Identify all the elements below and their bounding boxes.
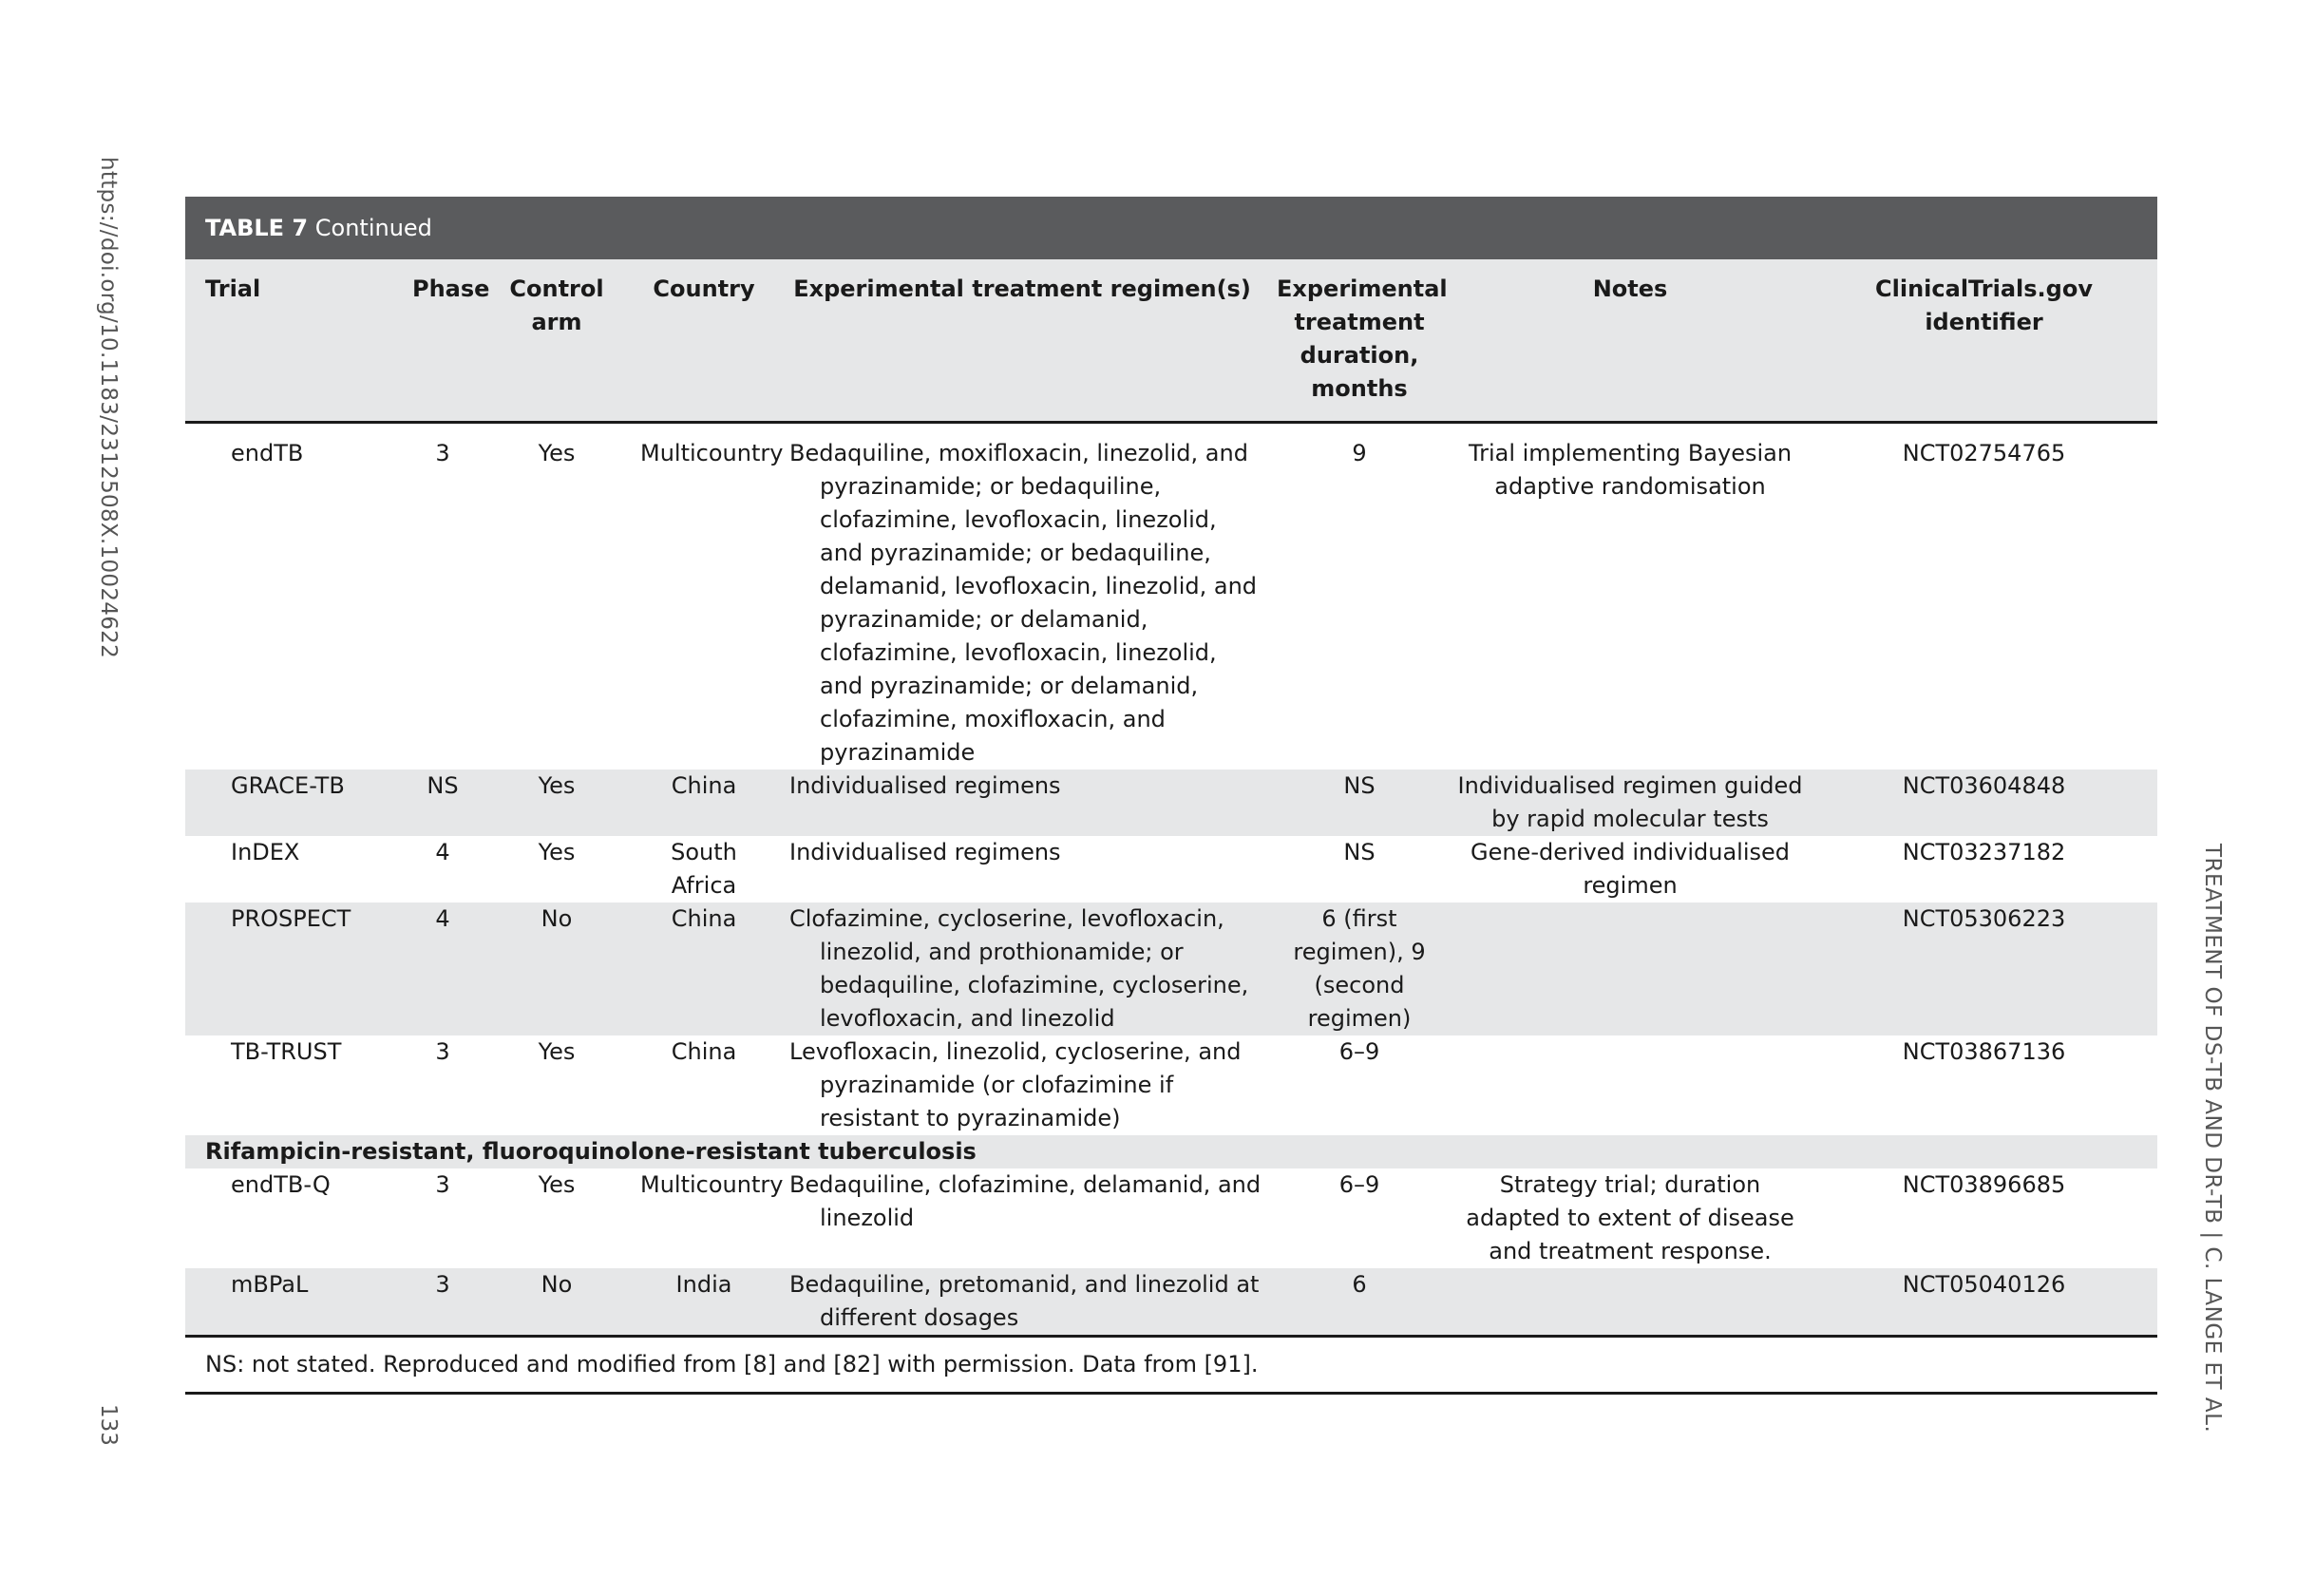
cell-duration: 6–9 (1338, 1038, 1380, 1065)
regimen-text: Individualised regimens (789, 772, 1061, 799)
cell-duration: NS (1269, 770, 1450, 836)
table-7 (185, 197, 2157, 1395)
cell-identifier: NCT05040126 (1811, 1268, 2157, 1335)
table-footnote: NS: not stated. Reproduced and modified from [8] and [82] with permission. Data from [91]. (185, 1335, 2157, 1395)
cell-trial: endTB (231, 440, 304, 466)
header-regimen: Experimental treatment regimen(s) (775, 259, 1269, 423)
cell-country: South Africa (671, 839, 737, 899)
cell-notes: Individualised regimen guided by rapid molecular tests (1450, 770, 1811, 836)
cell-country: Multicountry (640, 1171, 784, 1198)
cell-regimen (775, 1036, 1269, 1135)
cell-notes: Trial implementing Bayesian adaptive randomisation (1468, 440, 1793, 500)
doi-link[interactable]: https://doi.org/10.1183/2312508X.10024622 (96, 157, 121, 659)
table-caption (185, 197, 2157, 259)
cell-control: No (481, 1268, 633, 1335)
cell-control: Yes (538, 839, 576, 865)
cell-control: Yes (538, 1038, 576, 1065)
cell-notes: Gene-derived individualised regimen (1470, 839, 1790, 899)
page-number: 133 (96, 1404, 121, 1446)
cell-phase: NS (405, 770, 481, 836)
cell-phase: 4 (405, 902, 481, 1036)
cell-trial: PROSPECT (185, 902, 405, 1036)
cell-identifier: NCT05306223 (1811, 902, 2157, 1036)
cell-country: Multicountry (640, 440, 784, 466)
cell-phase: 4 (435, 839, 450, 865)
cell-trial: TB-TRUST (231, 1038, 342, 1065)
table-row (185, 1036, 2157, 1135)
table-row (185, 836, 2157, 902)
cell-country: China (633, 902, 775, 1036)
header-duration: Experimental treatment duration, months (1269, 259, 1450, 423)
cell-notes (1450, 902, 1811, 1036)
cell-duration: 6 (first regimen), 9 (second regimen) (1269, 902, 1450, 1036)
cell-control: Yes (481, 770, 633, 836)
cell-control: Yes (538, 440, 576, 466)
cell-regimen (775, 836, 1269, 902)
table-caption-label: TABLE 7 (205, 215, 309, 241)
cell-trial: endTB-Q (231, 1171, 331, 1198)
cell-regimen (775, 902, 1269, 1036)
running-head: TREATMENT OF DS-TB AND DR-TB | C. LANGE ET AL. (2200, 844, 2225, 1434)
cell-trial: InDEX (231, 839, 300, 865)
cell-notes (1450, 1268, 1811, 1335)
cell-control: Yes (538, 1171, 576, 1198)
table-row (185, 423, 2157, 770)
cell-regimen (775, 423, 1269, 770)
regimen-text: Bedaquiline, moxifloxacin, linezolid, and pyrazinamide; or bedaquiline, clofazimine, levofloxacin, linezolid, and pyrazinamide; or bedaquiline, delamanid, levofloxacin, linezolid, and pyrazinamide; or delamanid, clofazimine, levofloxacin, linezolid, and pyrazinamide; or delamanid, clofazimine, moxifloxacin, and pyrazinamide (789, 440, 1258, 766)
cell-duration: NS (1343, 839, 1376, 865)
header-trial: Trial (185, 259, 405, 423)
cell-identifier: NCT03867136 (1902, 1038, 2066, 1065)
table-header-row (185, 259, 2157, 423)
regimen-text: Levofloxacin, linezolid, cycloserine, and pyrazinamide (or clofazimine if resistant to pyrazinamide) (789, 1038, 1242, 1131)
cell-notes (1450, 1036, 1811, 1135)
cell-identifier: NCT03237182 (1902, 839, 2066, 865)
cell-identifier: NCT02754765 (1902, 440, 2066, 466)
table-row (185, 1168, 2157, 1268)
regimen-text: Clofazimine, cycloserine, levofloxacin, linezolid, and prothionamide; or bedaquiline, clofazimine, cycloserine, levofloxacin, and linezolid (789, 905, 1249, 1032)
cell-regimen (775, 1268, 1269, 1335)
cell-phase: 3 (435, 1038, 450, 1065)
header-notes: Notes (1450, 259, 1811, 423)
cell-country: China (671, 1038, 737, 1065)
table-row (185, 770, 2157, 836)
trials-table (185, 259, 2157, 1335)
cell-duration: 6 (1269, 1268, 1450, 1335)
cell-trial: GRACE-TB (185, 770, 405, 836)
cell-identifier: NCT03896685 (1902, 1171, 2066, 1198)
table-caption-text: Continued (308, 215, 432, 241)
cell-country: India (633, 1268, 775, 1335)
regimen-text: Individualised regimens (789, 839, 1061, 865)
header-identifier: ClinicalTrials.gov identifier (1811, 259, 2157, 423)
cell-identifier: NCT03604848 (1811, 770, 2157, 836)
cell-phase: 3 (435, 440, 450, 466)
header-control-arm: Control arm (481, 259, 633, 423)
cell-phase: 3 (435, 1171, 450, 1198)
section-row (185, 1135, 2157, 1168)
header-phase: Phase (405, 259, 481, 423)
section-title: Rifampicin-resistant, fluoroquinolone-resistant tuberculosis (185, 1135, 2157, 1168)
cell-regimen (775, 770, 1269, 836)
table-row (185, 1268, 2157, 1335)
cell-duration: 9 (1352, 440, 1367, 466)
cell-country: China (633, 770, 775, 836)
cell-regimen (775, 1168, 1269, 1268)
cell-phase: 3 (405, 1268, 481, 1335)
cell-control: No (481, 902, 633, 1036)
header-country: Country (633, 259, 775, 423)
regimen-text: Bedaquiline, pretomanid, and linezolid at different dosages (789, 1271, 1260, 1331)
cell-notes: Strategy trial; duration adapted to extent of disease and treatment response. (1466, 1171, 1794, 1264)
table-row (185, 902, 2157, 1036)
cell-trial: mBPaL (185, 1268, 405, 1335)
regimen-text: Bedaquiline, clofazimine, delamanid, and linezolid (789, 1171, 1262, 1231)
cell-duration: 6–9 (1338, 1171, 1380, 1198)
